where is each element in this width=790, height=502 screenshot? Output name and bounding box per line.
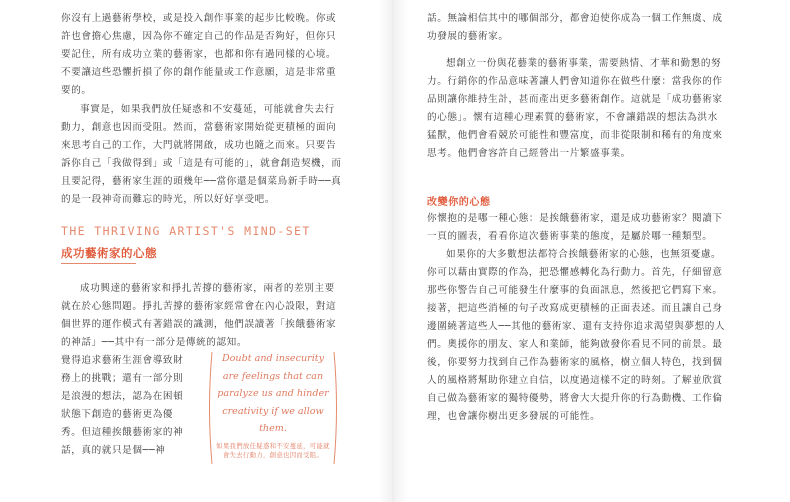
right-paragraph-1: 話。無論相信其中的哪個部分，都會迫使你成為一個工作無虞、成功發展的藝術家。 <box>427 13 723 42</box>
pull-quote-chinese: 如果我們放任疑惑和不安蔓延，可能就會失去行動力，創意也因而受阻。 <box>216 441 330 459</box>
section-title-english: THE THRIVING ARTIST'S MIND-SET <box>61 224 311 238</box>
right-paragraph-3: 你懷抱的是哪一種心態：是挨餓藝術家，還是成功藝術家？閱讀下一頁的圖表，看看你這次藝術事業的態度，是屬於哪一種類型。 <box>427 213 723 242</box>
left-paragraph-2: 事實是，如果我們放任疑惑和不安蔓延，可能就會失去行動力，創意也因而受阻。然而，當藝術家開始從更積極的面向來思考自己的工作，大門就將開啟，成功也隨之而來。只要告訴你自己「我做得到」或「這是有可能的」，就會創造契機，而且要記得，藝術家生涯的頭幾年──當你還是個菜鳥新手時──真的是一段神奇而難忘的時光，所以好好享受吧。 <box>61 104 342 205</box>
section-title-chinese: 成功藝術家的心態 <box>61 246 157 260</box>
section-heading-change-mindset: 改變你的心態 <box>427 197 491 208</box>
right-page <box>395 0 790 502</box>
left-paragraph-3: 成功興達的藝術家和掙扎苦撐的藝術家，兩者的差別主要就在於心態問題。掙扎苦撐的藝術家經常會在內心設限，對這個世界的運作模式有著錯誤的識測，他們誤讀著「挨餓藝術家的神話」──其中有一部分是傳統的認知。 <box>61 283 337 348</box>
left-paragraph-1: 你沒有上過藝術學校，或是投入創作事業的起步比較晚。你或許也會擔心焦慮，因為你不確定自己的作品是否夠好，但你只要記住，所有成功立業的藝術家，也都和你有過同樣的心境。不要讓這些恐懼折損了你的創作能量或工作意願，這是非常重要的。 <box>61 13 337 96</box>
pull-quote-english: Doubt and insecurity are feelings that can paralyze us and hinder creativity if we allow them. <box>217 353 329 434</box>
pull-quote <box>206 348 340 468</box>
right-paragraph-4: 如果你的大多數想法都符合挨餓藝術家的心態，也無須憂慮。你可以藉由實際的作為，把恐懼感轉化為行動力。首先，仔細留意那些你警告自己可能發生什麼事的負面訊息，然後把它們寫下來。接著，把這些消極的句子改寫成更積極的正面表述。而且讓自己身邊圍繞著這些人──其他的藝術家、還有支持你追求渴望與夢想的人們。奧援你的朋友、家人和業師，能夠啟發你看見不同的前景。最後，你要努力找到自己作為藝術家的風格，樹立個人特色，找到個人的風格將幫助你建立自信，以度過這樣不定的時刻。了解並欣賞自己做為藝術家的獨特優勢，將會大大提升你的行為動機、工作倫理，也會讓你樹出更多發展的可能性。 <box>427 249 726 422</box>
left-paragraph-3-continued: 覺得追求藝術生涯會導致財務上的挑戰；還有一部分則是浪漫的想法，認為在困頓狀態下創造的藝術更為優秀。但這種挨餓藝術家的神話，真的就只是個──神 <box>61 355 184 456</box>
right-paragraph-2: 想創立一份與花藝業的藝術事業，需要熱情、才華和勤懇的努力。行銷你的作品意味著讓人們會知道你在做些什麼：當我你的作品則讓你維持生計，甚而產出更多藝術創作。這就是「成功藝術家的心態」。懷有這種心理素質的藝術家，不會讓錯誤的想法為洪水猛獸，他們會看競於可能性和豐富度，而非從限制和稀有的角度來思考。他們會容許自己經營出一片繁盛事業。 <box>427 58 723 159</box>
section-title-rule <box>61 263 136 264</box>
